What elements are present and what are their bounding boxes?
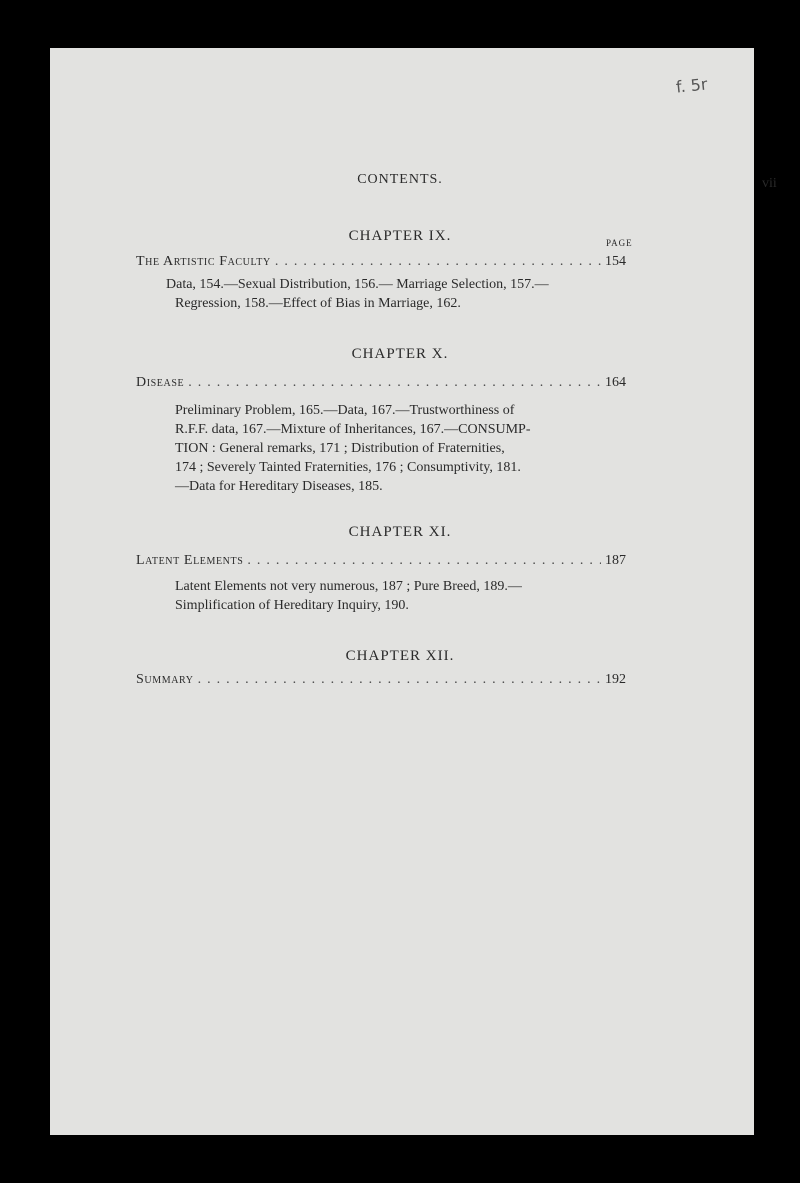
handwritten-folio-annotation: f. 5r [675, 74, 709, 97]
toc-entry-page: 187 [605, 553, 626, 568]
chapter-summary [175, 401, 599, 496]
page-column-label: PAGE [606, 238, 633, 248]
toc-entry-title: Disease [136, 375, 185, 390]
summary-line: R.F.F. data, 167.—Mixture of Inheritances, 167.—CONSUMP- [175, 422, 531, 437]
summary-line: Regression, 158.—Effect of Bias in Marriage, 162. [175, 296, 461, 311]
chapter-heading: CHAPTER XI. [348, 524, 452, 540]
summary-line: —Data for Hereditary Diseases, 185. [175, 479, 383, 494]
summary-line: Data, 154.—Sexual Distribution, 156.— Marriage Selection, 157.— [166, 277, 549, 292]
toc-entry-page: 154 [605, 254, 626, 269]
chapter-heading: CHAPTER X. [351, 346, 449, 362]
toc-entry[interactable] [136, 254, 626, 270]
summary-line: Simplification of Hereditary Inquiry, 190. [175, 598, 409, 613]
leader-dots [198, 672, 601, 688]
chapter-heading: CHAPTER IX. [348, 228, 452, 244]
toc-entry-page: 192 [605, 672, 626, 687]
toc-entry[interactable] [136, 672, 626, 688]
summary-line: Latent Elements not very numerous, 187 ; Pure Breed, 189.— [175, 579, 522, 594]
leader-dots [188, 375, 601, 391]
toc-entry-title: The Artistic Faculty [136, 254, 271, 269]
page-number: vii [762, 176, 777, 191]
summary-line: 174 ; Severely Tainted Fraternities, 176 ; Consumptivity, 181. [175, 460, 521, 475]
toc-entry-page: 164 [605, 375, 626, 390]
chapter-heading: CHAPTER XII. [345, 648, 455, 664]
chapter-summary [175, 577, 599, 615]
chapter-summary [166, 275, 606, 313]
toc-entry[interactable] [136, 553, 626, 569]
toc-entry-title: Latent Elements [136, 553, 244, 568]
leader-dots [275, 254, 601, 270]
summary-line: Preliminary Problem, 165.—Data, 167.—Trustworthiness of [175, 403, 515, 418]
toc-entry-title: Summary [136, 672, 194, 687]
summary-line: TION : General remarks, 171 ; Distribution of Fraternities, [175, 441, 505, 456]
leader-dots [247, 553, 601, 569]
toc-entry[interactable] [136, 375, 626, 391]
running-head: CONTENTS. [357, 172, 443, 187]
